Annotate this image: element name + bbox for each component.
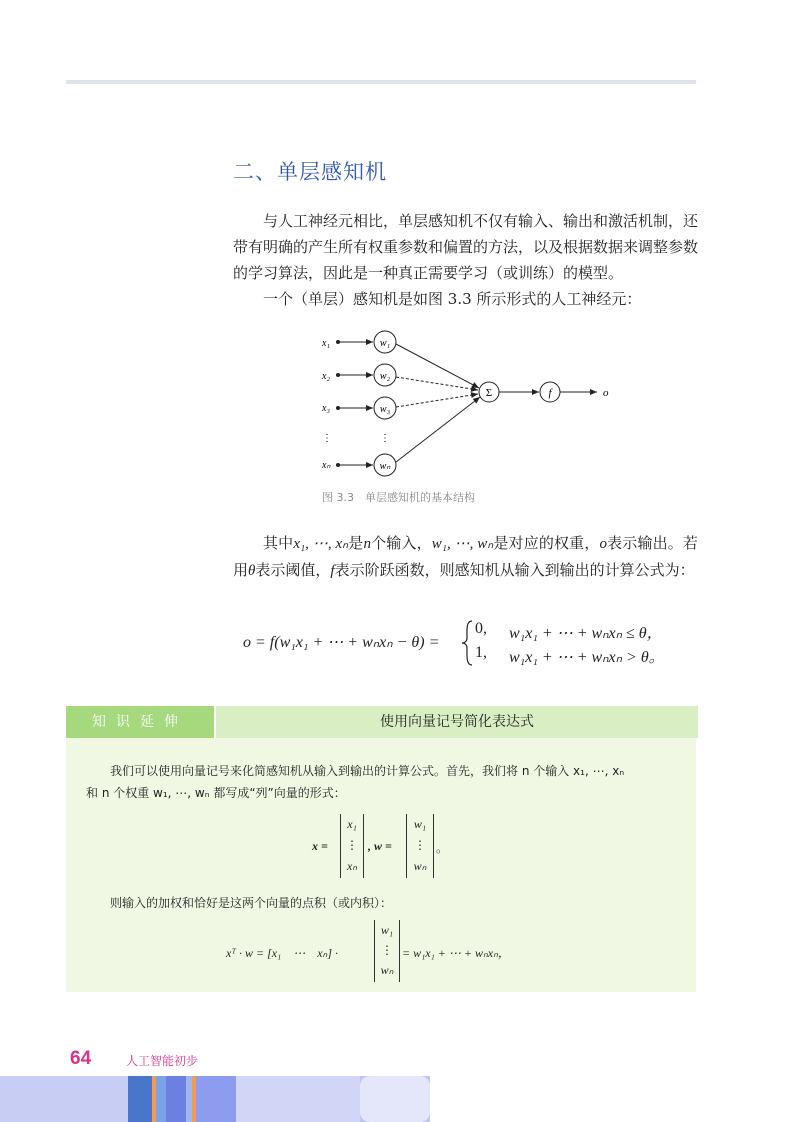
weight-edge-2	[396, 377, 478, 390]
vec-x-entry-1: x₁	[347, 817, 357, 831]
vec-x-matrix	[340, 814, 364, 878]
top-rule	[66, 80, 696, 84]
vec-x-label: x =	[312, 839, 328, 853]
box-titlebar	[214, 706, 698, 738]
paragraph-definitions-text: 其中x₁, ⋯, xₙ是n个输入，w₁, ⋯, wₙ是对应的权重，o表示输出。若用θ表示阈值，f表示阶跃函数，则感知机从输入到输出的计算公式为：	[233, 534, 698, 579]
column-vectors	[306, 814, 506, 880]
footer-decor-band	[0, 1076, 430, 1122]
book-title: 人工智能初步	[126, 1054, 199, 1068]
weight-label-dots: ⋮	[380, 433, 390, 444]
dot-w-column	[374, 920, 400, 982]
paragraph-definitions	[233, 530, 698, 584]
dot-w-entry-2: ⋮	[381, 943, 393, 957]
vec-end: 。	[436, 841, 449, 855]
perceptron-diagram	[310, 322, 630, 482]
input-label-n: xₙ	[322, 460, 331, 471]
formula-case2-value: 1,	[475, 644, 487, 661]
vec-x-entry-3: xₙ	[346, 859, 358, 873]
figure-caption: 图 3.3 单层感知机的基本结构	[322, 491, 475, 504]
box-text-dot-product	[86, 892, 681, 914]
vec-w-matrix	[406, 814, 434, 878]
formula-case1-value: 0,	[475, 620, 487, 637]
weight-edge-3	[396, 394, 478, 407]
weight-edge-n	[396, 397, 480, 462]
formula-case1-condition: w₁x₁ + ⋯ + wₙxₙ ≤ θ，	[509, 625, 663, 642]
box-text-line-2: 和 n 个权重 w₁, ⋯, wₙ 都写成“列”向量的形式：	[86, 786, 346, 800]
weight-label-1: w₁	[379, 338, 391, 349]
vec-w-label: , w =	[368, 839, 392, 853]
box-title: 使用向量记号简化表达式	[380, 714, 534, 730]
knowledge-extension-box	[66, 706, 696, 992]
dot-rhs: = w₁x₁ + ⋯ + wₙxₙ，	[402, 946, 510, 960]
paragraph-intro-text: 与人工神经元相比，单层感知机不仅有输入、输出和激活机制，还带有明确的产生所有权重参数和偏置的方法，以及根据数据来调整参数的学习算法，因此是一种真正需要学习（或训练）的模型。	[233, 212, 699, 282]
box-text-line-1: 我们可以使用向量记号来化简感知机从输入到输出的计算公式。首先，我们将 n 个输入 x₁, ⋯, xₙ	[110, 764, 625, 778]
weight-label-3: w₃	[379, 404, 391, 415]
input-label-3: x₃	[322, 403, 330, 414]
paragraph-intro	[233, 208, 698, 286]
vec-w-entry-1: w₁	[413, 817, 427, 831]
vec-x-entry-2: ⋮	[346, 838, 358, 852]
sum-symbol: Σ	[485, 387, 493, 399]
vec-w-entry-3: wₙ	[413, 859, 427, 873]
dot-product-formula	[226, 920, 546, 984]
dot-lhs: xᵀ · w = [x₁ ⋯ xₙ] ·	[226, 946, 339, 960]
vec-w-entry-2: ⋮	[414, 838, 426, 852]
paragraph-figure-ref	[233, 286, 698, 312]
input-label-2: x₂	[322, 371, 330, 382]
box-text-intro	[86, 760, 681, 804]
weight-edge-1	[396, 344, 479, 388]
page-number: 64	[70, 1048, 92, 1069]
perceptron-formula	[243, 620, 703, 666]
activation-label: f	[548, 387, 552, 399]
dot-w-entry-3: wₙ	[380, 963, 394, 977]
weight-label-n: wₙ	[379, 461, 391, 472]
formula-brace	[461, 620, 473, 666]
output-label: o	[603, 387, 609, 399]
formula-lhs: o = f(w₁x₁ + ⋯ + wₙxₙ − θ) =	[243, 634, 440, 651]
box-tag: 知识延伸	[66, 706, 214, 738]
formula-case2-condition: w₁x₁ + ⋯ + wₙxₙ > θ。	[509, 649, 665, 666]
dot-w-entry-1: w₁	[380, 923, 394, 937]
paragraph-figure-ref-text: 一个（单层）感知机是如图 3.3 所示形式的人工神经元：	[263, 290, 642, 308]
section-title: 二、单层感知机	[233, 160, 387, 184]
input-label-1: x₁	[322, 338, 330, 349]
input-label-dots: ⋮	[322, 433, 332, 444]
weight-label-2: w₂	[379, 371, 391, 382]
box-header	[66, 706, 696, 738]
box-text-line-3: 则输入的加权和恰好是这两个向量的点积（或内积）：	[110, 896, 393, 910]
